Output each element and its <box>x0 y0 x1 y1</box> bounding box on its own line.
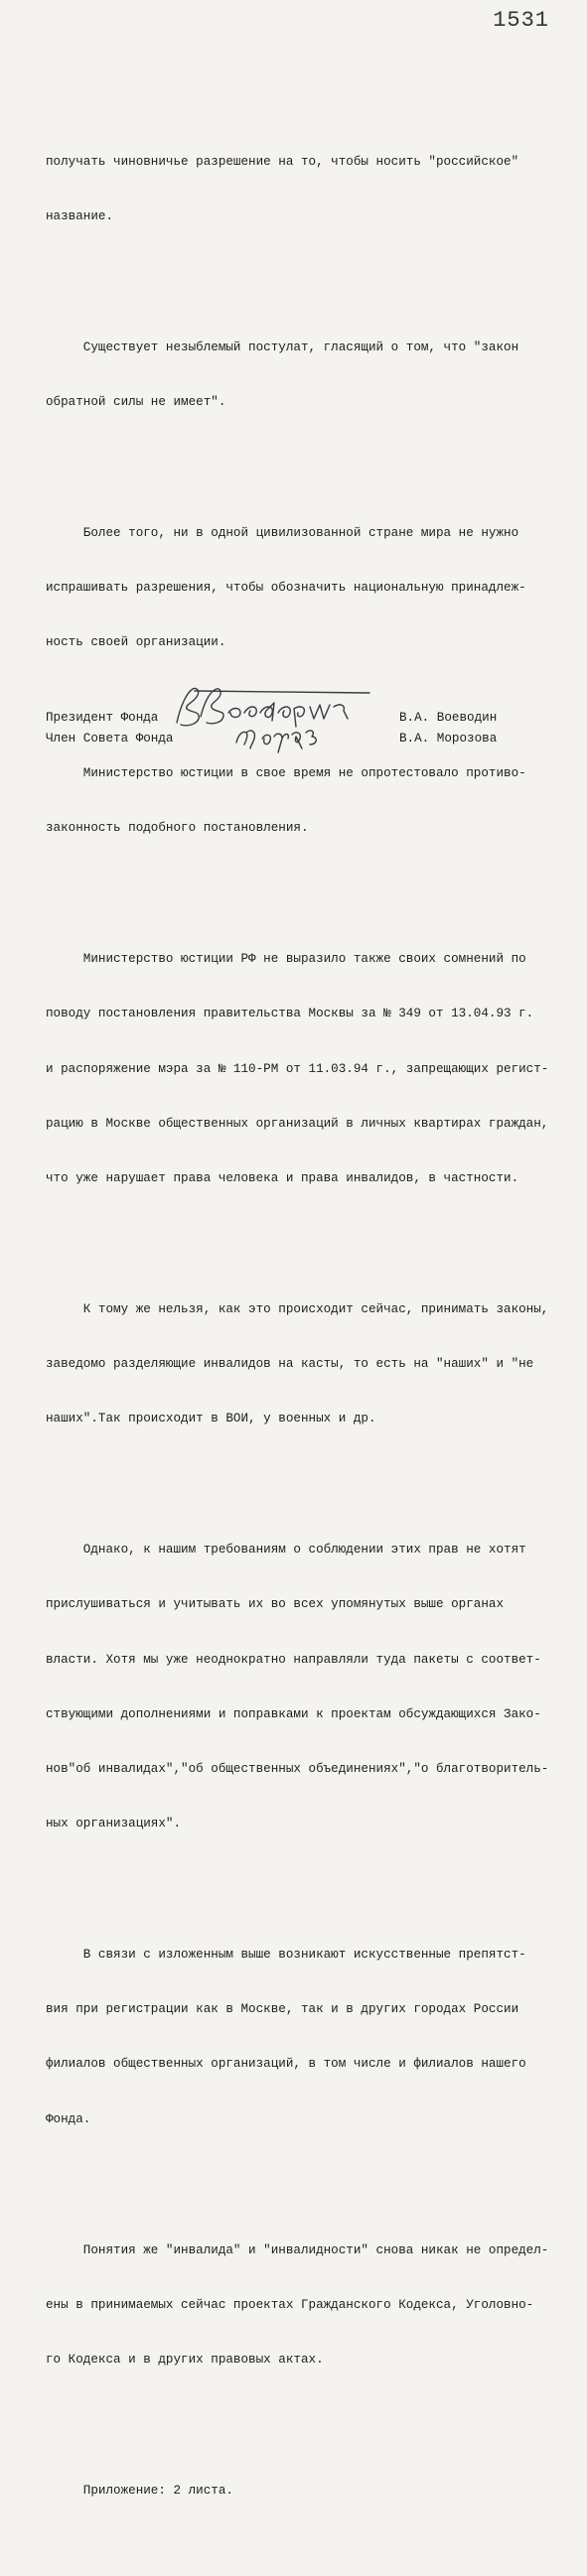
text-line: получать чиновничье разрешение на то, чтобы носить "российское" <box>46 154 519 169</box>
letter-body <box>46 79 562 2576</box>
text-line: ствующими дополнениями и поправками к проектам обсуждающихся Зако- <box>46 1706 541 1721</box>
text-line: что уже нарушает права человека и права инвалидов, в частности. <box>46 1170 519 1185</box>
text-line: филиалов общественных организаций, в том числе и филиалов нашего <box>46 2057 526 2072</box>
text-line: наших".Так происходит в ВОИ, у военных и др. <box>46 1412 376 1426</box>
text-line: вия при регистрации как в Москве, так и в других городах России <box>46 2002 519 2017</box>
text-line: Приложение: 2 листа. <box>46 2483 233 2498</box>
text-line: законность подобного постановления. <box>46 821 309 836</box>
paragraph-9 <box>46 2205 562 2405</box>
text-line: Министерство юстиции в свое время не опротестовало противо- <box>46 766 526 781</box>
paragraph-3 <box>46 487 562 688</box>
signatory-role: Член Совета Фонда <box>46 732 174 746</box>
text-line: Однако, к нашим требованиям о соблюдении этих прав не хотят <box>46 1543 526 1558</box>
text-line: и распоряжение мэра за № 110-РМ от 11.03.94 г., запрещающих регист- <box>46 1061 549 1076</box>
text-line: Министерство юстиции РФ не выразило также своих сомнений по <box>46 952 526 967</box>
attachment-note <box>46 2445 562 2536</box>
paragraph-2 <box>46 302 562 448</box>
signatory-row <box>46 729 562 749</box>
signatory-role: Президент Фонда <box>46 711 159 725</box>
text-line: название. <box>46 208 114 223</box>
text-line: заведомо разделяющие инвалидов на касты, то есть на "наших" и "не <box>46 1357 534 1372</box>
text-line: нов"об инвалидах","об общественных объединениях","о благотворитель- <box>46 1761 549 1776</box>
signatory-name: В.А. Морозова <box>399 732 498 746</box>
text-line: ены в принимаемых сейчас проектах Гражданского Кодекса, Уголовно- <box>46 2297 534 2312</box>
text-line: Более того, ни в одной цивилизованной стране мира не нужно <box>46 525 519 540</box>
text-line: рацию в Москве общественных организаций в личных квартирах граждан, <box>46 1116 549 1131</box>
text-line: власти. Хотя мы уже неоднократно направляли туда пакеты с соответ- <box>46 1652 541 1667</box>
signature-block <box>46 708 562 749</box>
signatory-row <box>46 708 562 729</box>
text-line: го Кодекса и в других правовых актах. <box>46 2352 324 2367</box>
text-line: испрашивать разрешения, чтобы обозначить национальную принадлеж- <box>46 580 526 595</box>
paragraph-1 <box>46 116 562 262</box>
text-line: ность своей организации. <box>46 635 226 650</box>
text-line: Понятия же "инвалида" и "инвалидности" снова никак не определ- <box>46 2242 549 2257</box>
paragraph-5 <box>46 913 562 1224</box>
paragraph-7 <box>46 1504 562 1869</box>
text-line: К тому же нельзя, как это происходит сейчас, принимать законы, <box>46 1301 549 1316</box>
text-line: ных организациях". <box>46 1817 182 1831</box>
page-number: 1531 <box>493 8 549 33</box>
text-line: Существует незыблемый постулат, гласящий о том, что "закон <box>46 339 519 354</box>
paragraph-8 <box>46 1909 562 2165</box>
paragraph-6 <box>46 1264 562 1464</box>
text-line: прислушиваться и учитывать их во всех упомянутых выше органах <box>46 1597 505 1612</box>
text-line: поводу постановления правительства Москвы за № 349 от 13.04.93 г. <box>46 1007 534 1021</box>
text-line: В связи с изложенным выше возникают искусственные препятст- <box>46 1948 526 1963</box>
text-line: Фонда. <box>46 2111 91 2126</box>
signatory-name: В.А. Воеводин <box>399 711 498 725</box>
text-line: обратной силы не имеет". <box>46 394 226 409</box>
